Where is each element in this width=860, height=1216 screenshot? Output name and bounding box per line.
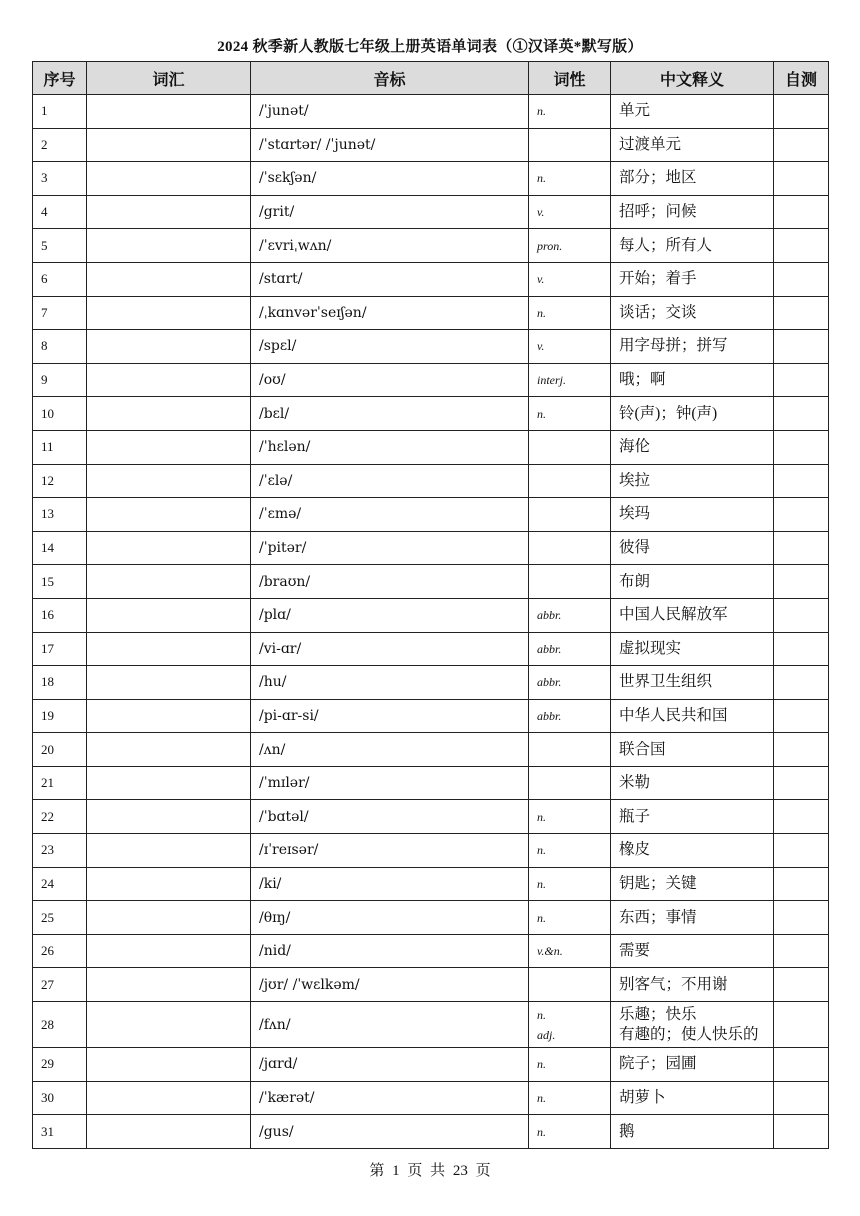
table-row <box>33 598 829 632</box>
cell-self-check[interactable] <box>774 531 829 565</box>
cell-ipa: /grit/ <box>251 195 529 229</box>
cell-num: 23 <box>33 834 87 868</box>
cell-ipa: /ʌn/ <box>251 733 529 767</box>
cell-pos: abbr. <box>529 632 611 666</box>
cell-word-blank[interactable] <box>87 397 251 431</box>
cell-ipa: /ˈstɑrtər/ /ˈjunət/ <box>251 128 529 162</box>
cell-num: 22 <box>33 800 87 834</box>
table-row <box>33 464 829 498</box>
table-row <box>33 867 829 901</box>
cell-num: 1 <box>33 95 87 129</box>
cell-ipa: /gus/ <box>251 1115 529 1149</box>
cell-meaning: 中华人民共和国 <box>611 699 774 733</box>
cell-self-check[interactable] <box>774 800 829 834</box>
cell-pos: n. <box>529 834 611 868</box>
cell-pos <box>529 430 611 464</box>
cell-pos: n. <box>529 800 611 834</box>
cell-ipa: /ˈpitər/ <box>251 531 529 565</box>
cell-self-check[interactable] <box>774 1002 829 1048</box>
cell-num: 16 <box>33 598 87 632</box>
cell-word-blank[interactable] <box>87 1115 251 1149</box>
cell-pos: n. <box>529 296 611 330</box>
cell-self-check[interactable] <box>774 699 829 733</box>
table-row <box>33 430 829 464</box>
cell-meaning: 米勒 <box>611 766 774 800</box>
cell-num: 7 <box>33 296 87 330</box>
cell-pos: n. <box>529 1048 611 1082</box>
cell-self-check[interactable] <box>774 934 829 968</box>
table-row <box>33 632 829 666</box>
cell-word-blank[interactable] <box>87 1081 251 1115</box>
cell-word-blank[interactable] <box>87 229 251 263</box>
cell-word-blank[interactable] <box>87 800 251 834</box>
cell-pos-line: adj. <box>537 1027 556 1042</box>
cell-word-blank[interactable] <box>87 363 251 397</box>
cell-word-blank[interactable] <box>87 296 251 330</box>
cell-ipa: /ˈsɛkʃən/ <box>251 162 529 196</box>
table-body <box>33 95 829 1149</box>
cell-pos <box>529 968 611 1002</box>
cell-meaning: 部分；地区 <box>611 162 774 196</box>
cell-num: 20 <box>33 733 87 767</box>
cell-num: 4 <box>33 195 87 229</box>
cell-word-blank[interactable] <box>87 330 251 364</box>
cell-num: 19 <box>33 699 87 733</box>
cell-ipa: /θɪŋ/ <box>251 901 529 935</box>
cell-self-check[interactable] <box>774 397 829 431</box>
cell-meaning: 彼得 <box>611 531 774 565</box>
cell-ipa: /ˈbɑtəl/ <box>251 800 529 834</box>
cell-ipa: /ˈɛvriˌwʌn/ <box>251 229 529 263</box>
table-row <box>33 766 829 800</box>
cell-meaning: 鹅 <box>611 1115 774 1149</box>
cell-meaning: 每人；所有人 <box>611 229 774 263</box>
table-header-row <box>33 62 829 95</box>
cell-meaning-line: 乐趣；快乐 <box>619 1005 697 1023</box>
cell-self-check[interactable] <box>774 128 829 162</box>
cell-ipa: /ˈkærət/ <box>251 1081 529 1115</box>
cell-num: 6 <box>33 262 87 296</box>
cell-self-check[interactable] <box>774 195 829 229</box>
table-row <box>33 1048 829 1082</box>
cell-pos <box>529 531 611 565</box>
cell-word-blank[interactable] <box>87 632 251 666</box>
cell-word-blank[interactable] <box>87 733 251 767</box>
table-row <box>33 834 829 868</box>
cell-ipa: /jʊr/ /ˈwɛlkəm/ <box>251 968 529 1002</box>
cell-word-blank[interactable] <box>87 162 251 196</box>
cell-num: 5 <box>33 229 87 263</box>
header-word: 词汇 <box>87 62 251 95</box>
cell-pos <box>529 128 611 162</box>
header-pos: 词性 <box>529 62 611 95</box>
cell-self-check[interactable] <box>774 229 829 263</box>
cell-pos <box>529 1002 611 1048</box>
cell-num: 27 <box>33 968 87 1002</box>
cell-pos: abbr. <box>529 666 611 700</box>
table-row <box>33 800 829 834</box>
cell-meaning: 海伦 <box>611 430 774 464</box>
cell-num: 29 <box>33 1048 87 1082</box>
cell-meaning: 埃拉 <box>611 464 774 498</box>
cell-ipa: /fʌn/ <box>251 1002 529 1048</box>
cell-pos: n. <box>529 95 611 129</box>
cell-word-blank[interactable] <box>87 95 251 129</box>
cell-meaning: 过渡单元 <box>611 128 774 162</box>
cell-pos <box>529 565 611 599</box>
cell-ipa: /ˈmɪlər/ <box>251 766 529 800</box>
cell-meaning: 单元 <box>611 95 774 129</box>
cell-word-blank[interactable] <box>87 666 251 700</box>
table-row <box>33 195 829 229</box>
cell-word-blank[interactable] <box>87 430 251 464</box>
cell-word-blank[interactable] <box>87 934 251 968</box>
table-row <box>33 296 829 330</box>
cell-meaning: 布朗 <box>611 565 774 599</box>
cell-self-check[interactable] <box>774 766 829 800</box>
table-row <box>33 498 829 532</box>
cell-ipa: /spɛl/ <box>251 330 529 364</box>
table-row <box>33 363 829 397</box>
cell-meaning: 钥匙；关键 <box>611 867 774 901</box>
cell-meaning: 院子；园圃 <box>611 1048 774 1082</box>
cell-pos: v. <box>529 195 611 229</box>
cell-num: 28 <box>33 1002 87 1048</box>
cell-ipa: /hu/ <box>251 666 529 700</box>
cell-meaning: 东西；事情 <box>611 901 774 935</box>
cell-meaning: 中国人民解放军 <box>611 598 774 632</box>
table-row <box>33 666 829 700</box>
cell-ipa: /oʊ/ <box>251 363 529 397</box>
cell-ipa: /pi-ɑr-si/ <box>251 699 529 733</box>
cell-word-blank[interactable] <box>87 531 251 565</box>
table-row <box>33 397 829 431</box>
cell-num: 24 <box>33 867 87 901</box>
cell-pos: abbr. <box>529 598 611 632</box>
cell-num: 31 <box>33 1115 87 1149</box>
cell-num: 14 <box>33 531 87 565</box>
cell-ipa: /stɑrt/ <box>251 262 529 296</box>
cell-num: 21 <box>33 766 87 800</box>
cell-pos: pron. <box>529 229 611 263</box>
cell-num: 13 <box>33 498 87 532</box>
cell-meaning <box>611 1002 774 1048</box>
cell-word-blank[interactable] <box>87 901 251 935</box>
cell-self-check[interactable] <box>774 162 829 196</box>
cell-num: 30 <box>33 1081 87 1115</box>
cell-meaning: 别客气；不用谢 <box>611 968 774 1002</box>
cell-num: 11 <box>33 430 87 464</box>
cell-pos: n. <box>529 901 611 935</box>
cell-ipa: /ˌkɑnvərˈseɪʃən/ <box>251 296 529 330</box>
cell-pos: n. <box>529 1081 611 1115</box>
cell-word-blank[interactable] <box>87 968 251 1002</box>
cell-word-blank[interactable] <box>87 565 251 599</box>
cell-meaning: 铃(声)；钟(声) <box>611 397 774 431</box>
header-check: 自测 <box>774 62 829 95</box>
cell-num: 2 <box>33 128 87 162</box>
cell-pos <box>529 733 611 767</box>
table-row <box>33 330 829 364</box>
cell-pos: n. <box>529 1115 611 1149</box>
cell-pos: n. <box>529 397 611 431</box>
cell-self-check[interactable] <box>774 666 829 700</box>
cell-num: 8 <box>33 330 87 364</box>
cell-self-check[interactable] <box>774 565 829 599</box>
table-row <box>33 531 829 565</box>
cell-ipa: /braʊn/ <box>251 565 529 599</box>
cell-pos: interj. <box>529 363 611 397</box>
table-row <box>33 229 829 263</box>
page-title: 2024 秋季新人教版七年级上册英语单词表（①汉译英*默写版） <box>217 39 643 55</box>
cell-self-check[interactable] <box>774 834 829 868</box>
cell-ipa: /ˈɛmə/ <box>251 498 529 532</box>
header-num: 序号 <box>33 62 87 95</box>
cell-self-check[interactable] <box>774 1081 829 1115</box>
cell-word-blank[interactable] <box>87 867 251 901</box>
cell-meaning: 世界卫生组织 <box>611 666 774 700</box>
cell-pos: v.&n. <box>529 934 611 968</box>
header-ipa: 音标 <box>251 62 529 95</box>
cell-self-check[interactable] <box>774 330 829 364</box>
cell-pos: v. <box>529 330 611 364</box>
cell-num: 3 <box>33 162 87 196</box>
cell-meaning: 瓶子 <box>611 800 774 834</box>
cell-meaning-line: 有趣的；使人快乐的 <box>619 1025 759 1043</box>
cell-word-blank[interactable] <box>87 195 251 229</box>
cell-ipa: /nid/ <box>251 934 529 968</box>
cell-self-check[interactable] <box>774 430 829 464</box>
cell-self-check[interactable] <box>774 632 829 666</box>
cell-num: 25 <box>33 901 87 935</box>
cell-meaning: 招呼；问候 <box>611 195 774 229</box>
table-row <box>33 1115 829 1149</box>
cell-self-check[interactable] <box>774 498 829 532</box>
cell-ipa: /bɛl/ <box>251 397 529 431</box>
cell-ipa: /vi-ɑr/ <box>251 632 529 666</box>
cell-self-check[interactable] <box>774 95 829 129</box>
cell-meaning: 谈话；交谈 <box>611 296 774 330</box>
cell-pos: v. <box>529 262 611 296</box>
cell-pos: n. <box>529 162 611 196</box>
cell-word-blank[interactable] <box>87 766 251 800</box>
cell-ipa: /plɑ/ <box>251 598 529 632</box>
cell-num: 9 <box>33 363 87 397</box>
cell-self-check[interactable] <box>774 867 829 901</box>
cell-self-check[interactable] <box>774 733 829 767</box>
cell-meaning: 用字母拼；拼写 <box>611 330 774 364</box>
table-row <box>33 699 829 733</box>
table-row <box>33 162 829 196</box>
cell-self-check[interactable] <box>774 901 829 935</box>
table-row <box>33 968 829 1002</box>
cell-ipa: /ˈhɛlən/ <box>251 430 529 464</box>
table-row <box>33 1081 829 1115</box>
table-row <box>33 901 829 935</box>
cell-meaning: 橡皮 <box>611 834 774 868</box>
cell-num: 17 <box>33 632 87 666</box>
cell-self-check[interactable] <box>774 1115 829 1149</box>
cell-meaning: 开始；着手 <box>611 262 774 296</box>
cell-ipa: /ɪˈreɪsər/ <box>251 834 529 868</box>
cell-meaning: 哦；啊 <box>611 363 774 397</box>
table-row <box>33 1002 829 1048</box>
cell-word-blank[interactable] <box>87 262 251 296</box>
table-row <box>33 934 829 968</box>
cell-pos-line: n. <box>537 1007 546 1022</box>
cell-self-check[interactable] <box>774 296 829 330</box>
cell-self-check[interactable] <box>774 598 829 632</box>
cell-self-check[interactable] <box>774 262 829 296</box>
cell-self-check[interactable] <box>774 1048 829 1082</box>
table-row <box>33 262 829 296</box>
cell-pos <box>529 498 611 532</box>
cell-self-check[interactable] <box>774 363 829 397</box>
cell-ipa: /ˈjunət/ <box>251 95 529 129</box>
cell-ipa: /jɑrd/ <box>251 1048 529 1082</box>
cell-pos: n. <box>529 867 611 901</box>
cell-meaning: 虚拟现实 <box>611 632 774 666</box>
table-row <box>33 128 829 162</box>
cell-word-blank[interactable] <box>87 834 251 868</box>
cell-pos: abbr. <box>529 699 611 733</box>
cell-num: 26 <box>33 934 87 968</box>
cell-word-blank[interactable] <box>87 128 251 162</box>
cell-self-check[interactable] <box>774 968 829 1002</box>
cell-meaning: 联合国 <box>611 733 774 767</box>
cell-num: 12 <box>33 464 87 498</box>
cell-ipa: /ki/ <box>251 867 529 901</box>
vocabulary-table <box>32 61 829 1149</box>
table-row <box>33 95 829 129</box>
header-meaning: 中文释义 <box>611 62 774 95</box>
cell-word-blank[interactable] <box>87 498 251 532</box>
cell-word-blank[interactable] <box>87 464 251 498</box>
cell-meaning: 胡萝卜 <box>611 1081 774 1115</box>
page-footer: 第 1 页 共 23 页 <box>369 1163 491 1179</box>
cell-ipa: /ˈɛlə/ <box>251 464 529 498</box>
cell-word-blank[interactable] <box>87 699 251 733</box>
table-row <box>33 733 829 767</box>
cell-word-blank[interactable] <box>87 1048 251 1082</box>
cell-word-blank[interactable] <box>87 1002 251 1048</box>
table-row <box>33 565 829 599</box>
cell-meaning: 需要 <box>611 934 774 968</box>
cell-num: 15 <box>33 565 87 599</box>
cell-self-check[interactable] <box>774 464 829 498</box>
cell-word-blank[interactable] <box>87 598 251 632</box>
cell-pos <box>529 766 611 800</box>
cell-pos <box>529 464 611 498</box>
cell-num: 10 <box>33 397 87 431</box>
cell-meaning: 埃玛 <box>611 498 774 532</box>
cell-num: 18 <box>33 666 87 700</box>
